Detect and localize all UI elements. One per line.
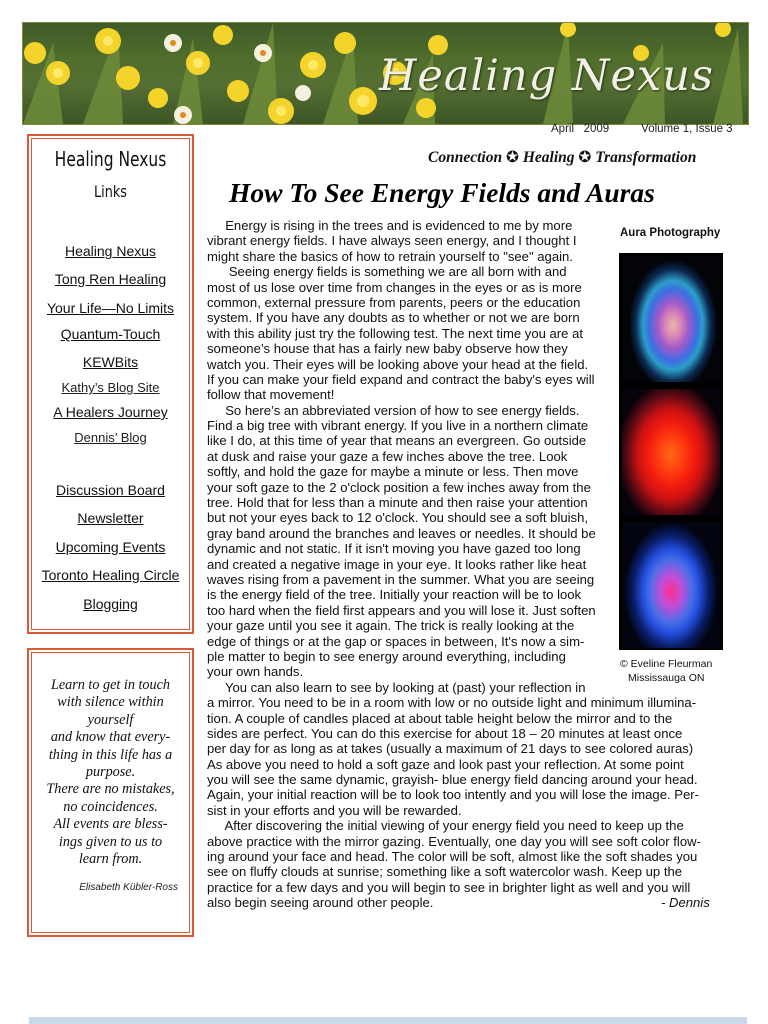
quote-line: All events are bless- xyxy=(53,816,168,833)
flower-icon: ✪ xyxy=(578,149,592,166)
link-upcoming-events[interactable]: Upcoming Events xyxy=(55,539,166,555)
issue-info xyxy=(551,123,733,135)
article-line: sist in your efforts and you will be rewarded. xyxy=(207,802,462,818)
article-line: You can also learn to see by looking at (past) your reflection in xyxy=(207,679,586,695)
article-line: your soft gaze to the 2 o'clock position a few inches away from the xyxy=(207,479,591,495)
tagline-healing: Healing xyxy=(522,149,575,166)
quote-line: learn from. xyxy=(78,851,143,868)
masthead-banner xyxy=(22,22,749,125)
article-last-line: also begin seeing around other people. xyxy=(207,895,434,911)
article-line: Seeing energy fields is something we are all born with and xyxy=(207,264,567,280)
quote-line: yourself xyxy=(87,711,134,728)
article-line: gray band around the branches and leaves or needles. It should be xyxy=(207,525,596,541)
article-line: ple matter to begin to see energy around everything, including xyxy=(207,648,566,664)
quote-line: purpose. xyxy=(85,764,136,781)
article-line: softly, and hold the gaze for maybe a minute or less. Then move xyxy=(207,464,579,480)
article-line: but not your eyes back to 12 o'clock. You should see a soft bluish, xyxy=(207,510,589,526)
article-line: Energy is rising in the trees and is evidenced to me by more xyxy=(207,218,573,233)
article-line: might share the basics of how to retrain yourself to "see" again. xyxy=(207,248,573,264)
article-line: system. If you have any doubts as to whether or not we are born xyxy=(207,310,580,326)
article-line: most of us lose over time from changes in the eyes or as is more xyxy=(207,279,582,295)
article-headline: How To See Energy Fields and Auras xyxy=(229,177,655,208)
links-sidebar xyxy=(27,134,194,634)
flower-icon: ✪ xyxy=(505,149,519,166)
article-line: If you can make your field expand and contract the baby's eyes will xyxy=(207,371,595,387)
tagline xyxy=(428,148,696,167)
link-discussion-board[interactable]: Discussion Board xyxy=(56,482,165,498)
link-your-life-no-limits[interactable]: Your Life—No Limits xyxy=(46,300,175,316)
quote-box xyxy=(27,648,194,937)
article-line: tion. A couple of candles placed at about table height below the mirror and to the xyxy=(207,710,673,726)
article-body xyxy=(207,218,710,911)
quote-author: Elisabeth Kübler-Ross xyxy=(79,882,178,893)
link-kathys-blog[interactable]: Kathy’s Blog Site xyxy=(61,380,160,395)
article-line: at dusk and raise your gaze a few inches above the tree. Look xyxy=(207,448,568,464)
article-line: tree. Hold that for less than a minute and then raise your attention xyxy=(207,495,588,511)
sidebar-title: Healing Nexus xyxy=(54,147,167,171)
article-line: too hard when the field first appears and you will lose it. Just soften xyxy=(207,602,596,618)
photo-credit-line: Mississauga ON xyxy=(628,672,705,684)
link-dennis-blog[interactable]: Dennis’ Blog xyxy=(74,430,147,445)
link-kewbits[interactable]: KEWBits xyxy=(82,354,139,370)
article-line: per day for as long as at takes (usually a maximum of 21 days to see colored auras) xyxy=(207,741,694,757)
article-line: After discovering the initial viewing of your energy field you need to keep up the xyxy=(207,818,684,834)
quote-line: Learn to get in touch xyxy=(50,677,170,693)
article-line: your gaze until you see it again. The trick is really looking at the xyxy=(207,618,575,634)
photo-caption: Aura Photography xyxy=(620,227,721,239)
issue-month: April xyxy=(551,123,575,135)
tagline-connection: Connection xyxy=(428,149,503,166)
photo-credit-line: © Eveline Fleurman xyxy=(620,658,713,670)
quote-line: with silence within xyxy=(57,694,164,711)
article-line: watch you. Their eyes will be looking above your head at the field. xyxy=(207,356,589,372)
article-line: like I do, at this time of year that means an evergreen. Go outside xyxy=(207,433,587,449)
article-line: above practice with the mirror gazing. Eventually, one day you will see soft color flow- xyxy=(207,833,701,849)
article-line: edge of things or at the gap or spaces in between, It's now a sim- xyxy=(207,633,585,649)
link-blogging[interactable]: Blogging xyxy=(83,596,138,612)
quote-line: thing in this life has a xyxy=(48,746,173,763)
sidebar-subtitle: Links xyxy=(94,182,127,201)
article-line: is the energy field of the tree. Initially your reaction will be to look xyxy=(207,587,582,603)
quote-line: no coincidences. xyxy=(63,798,158,815)
article-line: Find a big tree with vibrant energy. If you live in a northern climate xyxy=(207,418,589,434)
quote-line: There are no mistakes, xyxy=(46,781,175,798)
quote-line: ings given to us to xyxy=(58,833,163,850)
article-line: common, external pressure from parents, peers or the education xyxy=(207,294,581,310)
article-narrow-column xyxy=(207,218,701,680)
issue-year: 2009 xyxy=(583,123,610,135)
article-line: As above you need to hold a soft gaze and look past your reflection. At some point xyxy=(207,756,684,772)
article-wide-column xyxy=(207,679,710,911)
quote-text xyxy=(37,677,184,868)
article-line: see on fluffy clouds at sunrise; something like a soft watercolor wash. Keep up the xyxy=(207,864,683,880)
article-line: a mirror. You need to be in a room with low or no outside light and minimum illumina- xyxy=(207,695,697,711)
masthead-title: Healing Nexus xyxy=(378,51,714,101)
article-line: Again, your initial reaction will be to look too intently and you will lose the image. Per- xyxy=(207,787,700,803)
link-quantum-touch[interactable]: Quantum-Touch xyxy=(60,326,161,342)
link-healing-nexus[interactable]: Healing Nexus xyxy=(64,243,157,259)
article-line: follow that movement! xyxy=(207,387,335,403)
article-line: sides are perfect. You can do this exercise for about 18 – 20 minutes at least once xyxy=(207,725,683,741)
article-line: practice for a few days and you will begin to see in brighter light as well and you will xyxy=(207,879,691,895)
quote-line: and know that every- xyxy=(50,729,171,746)
link-tong-ren-healing[interactable]: Tong Ren Healing xyxy=(54,271,167,287)
link-a-healers-journey[interactable]: A Healers Journey xyxy=(53,404,168,420)
article-line xyxy=(207,895,710,911)
article-line: dynamic and not static. If it isn't moving you have gazed too long xyxy=(207,541,581,557)
article-line: and created a negative image in your eye. It looks rather like heat xyxy=(207,556,587,572)
link-newsletter[interactable]: Newsletter xyxy=(77,510,144,526)
footer-band xyxy=(29,1017,747,1024)
issue-volume: Volume 1, Issue 3 xyxy=(641,123,733,135)
article-line: your own hands. xyxy=(207,664,304,680)
article-line: ing around your face and head. The color will be soft, almost like the soft shades you xyxy=(207,849,698,865)
article-line: vibrant energy fields. I have always seen energy, and I thought I xyxy=(207,233,577,249)
article-line: So here’s an abbreviated version of how to see energy fields. xyxy=(207,402,580,418)
tagline-transformation: Transformation xyxy=(595,149,697,166)
article-line: someone’s house that has a fairly new baby observe how they xyxy=(207,341,568,357)
article-line: waves rising from a pavement in the summer. What you are seeing xyxy=(207,571,595,587)
article-line: with this ability just try the following test. The next time you are at xyxy=(207,325,584,341)
article-signature: - Dennis xyxy=(661,895,710,911)
link-toronto-healing-circle[interactable]: Toronto Healing Circle xyxy=(41,567,180,583)
article-line: you will see the same dynamic, grayish- blue energy field dancing around your head. xyxy=(207,772,698,788)
